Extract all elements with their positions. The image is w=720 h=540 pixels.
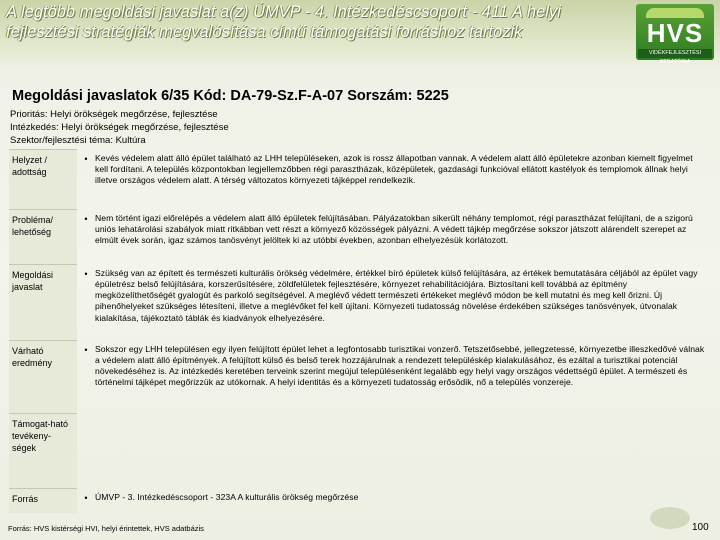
row-label: Támogat-ható tevékeny-ségek [9,414,77,489]
row-text: Szükség van az épített és természeti kulturális örökség védelmére, értékkel bíró épületek külső felújítására, az értékek bemutatására céljából az épület vagy épületrész belső felújítására, korszerűsítésére, zöldfelületek fejlesztésére, környezet rehabilitációjára. Biztosítani kell továbbá az építmény megközelíthetőségét gyalogút és parkoló segítségével. A meglévő védett természeti értékeket meglévő módon be kell mutatni és meg kell őrizni. Új pihenőhelyeket szükséges létesíteni, illetve a meglévőket fel kell újítani. Környezeti tudatosság növelése érdekében szükséges tanösvények, útvonalak kialakítása, tájékoztató táblák és kiadványok elhelyezésére. [95,267,698,323]
table-row [9,210,711,265]
bullet-icon: • [84,213,88,224]
header-banner [0,0,720,68]
page-number: 100 [692,522,709,533]
bullet-icon: • [84,344,88,355]
row-label: Megoldási javaslat [9,265,77,341]
row-label: Helyzet / adottság [9,150,77,210]
row-text: ÚMVP - 3. Intézkedéscsoport - 323A A kulturális örökség megőrzése [95,491,359,502]
table-row [9,489,711,513]
row-text: Nem történt igazi előrelépés a védelem alatt álló épületek felújításában. Pályázatokban sikerült néhány templomot, régi parasztházat felújítani, de a szigorú uniós lehatárolási szabályok miatt ritkábban vett részt a környező közösségek pályázni. A védett tájkép megőrzése sokszor játszott alárendelt szerepet az elmúlt évek során, igaz számos tanösvényt jelöltek ki az utóbbi években, azonban elhelyezésük korlátozott. [95,212,693,246]
bullet-icon [77,414,95,489]
meta-szektor: Szektor/fejlesztési téma: Kultúra [10,135,146,146]
bullet-icon: • [84,268,88,279]
footer-source: Forrás: HVS kistérségi HVI, helyi érintettek, HVS adatbázis [8,524,204,533]
row-text: Kevés védelem alatt álló épület található az LHH településeken, azok is rossz állapotban vannak. A védelem alatt álló épületekre azonban kiemelt figyelmet kell fordítani. A település központokban legjellemzőbben régi parasztházak, középületek, gazdasági funkcióval ellátott kastélyok és templomok állnak helyi illetve országos védelem alatt. A térség változatos környezeti tájképpel rendelkezik. [95,152,693,186]
row-label: Várható eredmény [9,341,77,414]
table-row [9,150,711,210]
table-row [9,341,711,414]
solution-table [9,149,711,513]
header-title: A legtöbb megoldási javaslat a(z) ÚMVP - 4. Intézkedéscsoport - 411 A helyi fejlesztési stratégiák megvalósítása című támogatási forráshoz tartozik [6,3,561,41]
logo-subtitle: VIDÉKFEJLESZTÉSI STRATÉGIA [638,49,712,58]
bullet-icon: • [84,492,88,503]
logo-text: HVS [646,18,704,48]
meta-intezkedes: Intézkedés: Helyi örökségek megőrzése, fejlesztése [10,122,229,133]
table-row [9,414,711,489]
row-text: Sokszor egy LHH településen egy ilyen felújított épület lehet a legfontosabb turisztikai vonzerő. Tetszetősebbé, jellegzetessé, környezetbe illeszkedővé válnak a védelem alatt álló építmények. A felújított külső és belső terek hozzájárulnak a rendezett településkép kialakulásához, és ezáltal a turisztikai potenciál növekedéséhez is. Az intézkedés keretében terveink szerint megújul településenként legalább egy helyi vagy országos védettségű épület. A természeti és történelmi tájképet megőrizzük az utókornak. A helyi identitás és a környezeti tudatosság erősödik, nő a település vonzereje. [95,343,705,388]
meta-prioritas: Prioritás: Helyi örökségek megőrzése, fejlesztése [10,109,218,120]
row-label: Probléma/ lehetőség [9,210,77,265]
table-row [9,265,711,341]
bullet-icon: • [84,153,88,164]
row-label: Forrás [9,489,77,513]
watermark-logo-icon [650,507,690,529]
logo-ribbon-icon [646,8,704,18]
row-text [95,414,711,489]
hvs-logo [636,4,714,65]
page-title: Megoldási javaslatok 6/35 Kód: DA-79-Sz.F-A-07 Sorszám: 5225 [12,88,449,104]
